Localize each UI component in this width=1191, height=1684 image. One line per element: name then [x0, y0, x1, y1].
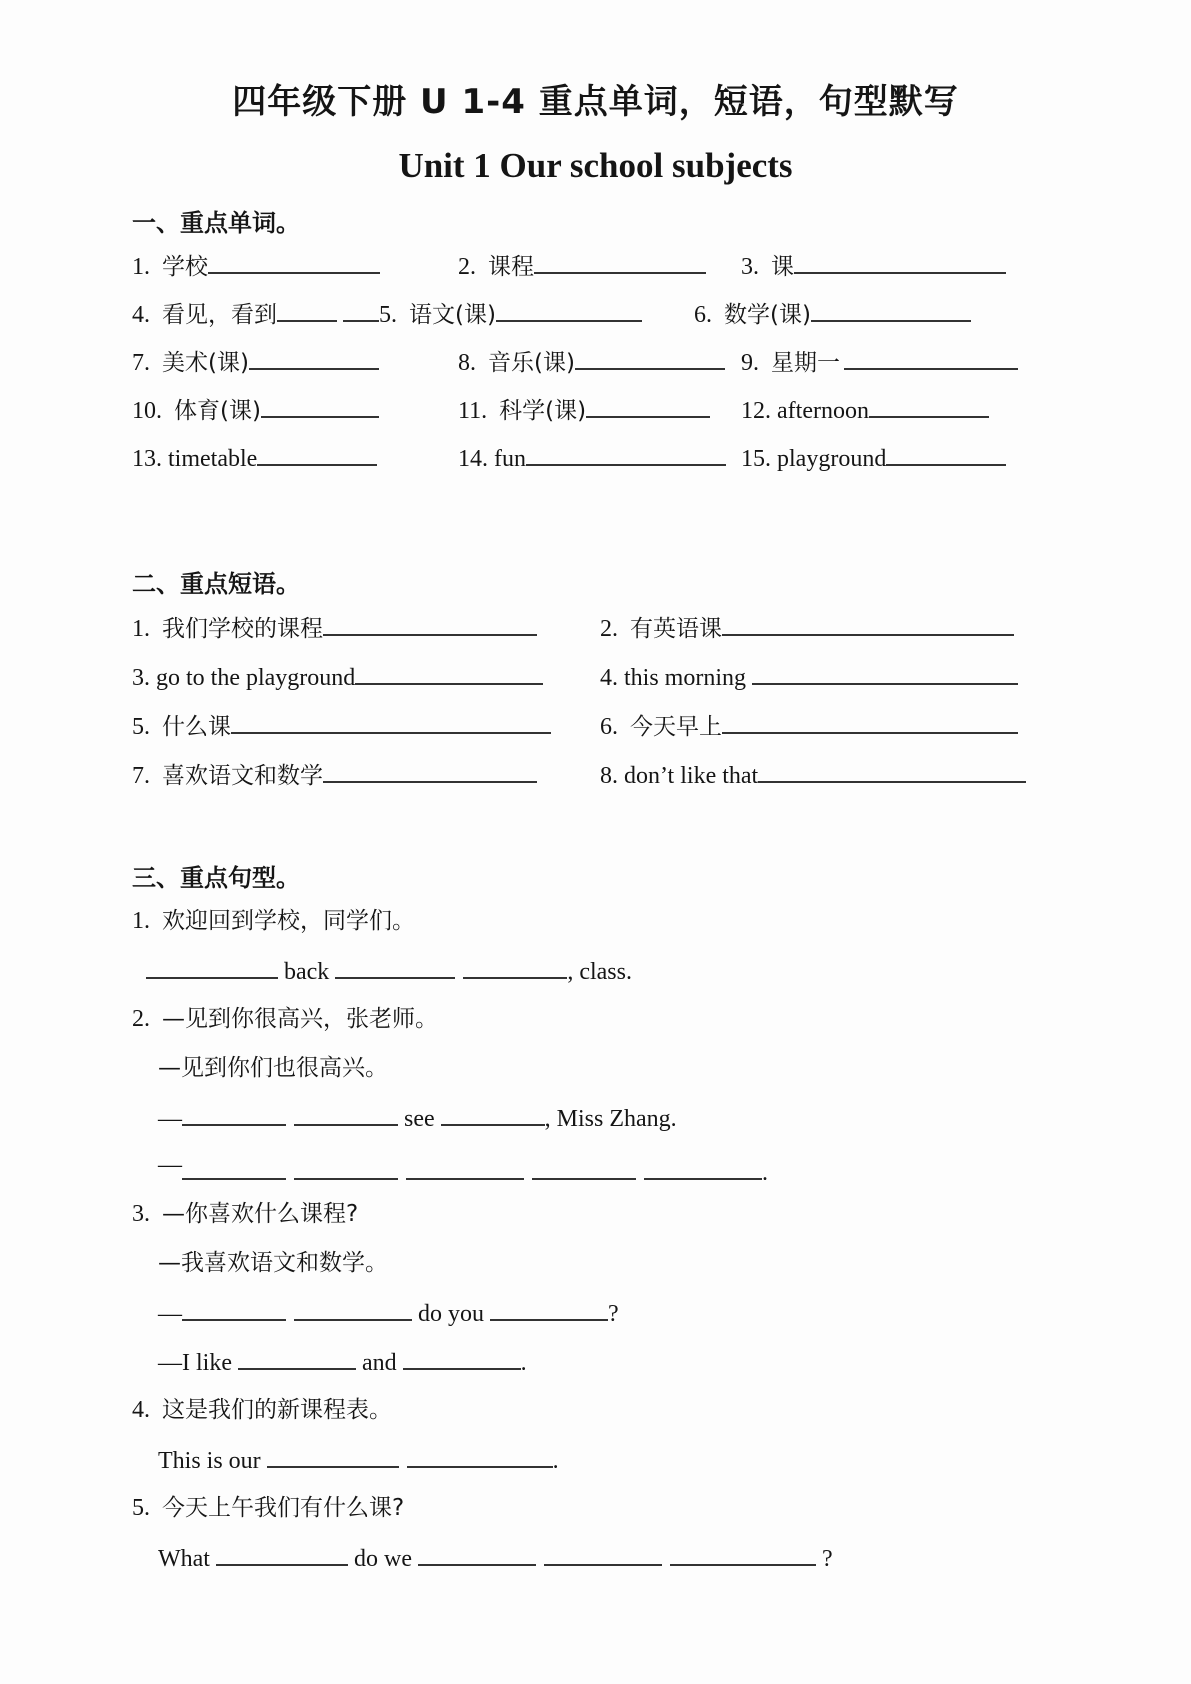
item-prompt: timetable: [168, 446, 258, 472]
word-item-2: [458, 250, 706, 282]
sentence-item-2-line-1: [158, 1102, 677, 1134]
dash: —: [158, 1301, 182, 1327]
item-prompt: 看见，看到: [162, 302, 277, 328]
item-number: 6.: [600, 714, 618, 740]
answer-blank[interactable]: [257, 442, 377, 466]
answer-blank[interactable]: [532, 1156, 636, 1180]
phrase-item-6: [600, 710, 1018, 742]
item-number: 2.: [600, 616, 618, 642]
item-prompt: 课: [771, 254, 794, 280]
dash: —: [158, 1106, 182, 1132]
item-number: 3.: [132, 1201, 150, 1227]
answer-blank[interactable]: [294, 1156, 398, 1180]
word-item-8: [458, 346, 725, 378]
item-prompt: playground: [777, 446, 887, 472]
answer-blank[interactable]: [182, 1102, 286, 1126]
item-prompt: go to the playground: [156, 665, 356, 691]
answer-blank[interactable]: [418, 1542, 536, 1566]
word-item-3: [741, 250, 1006, 282]
answer-blank[interactable]: [441, 1102, 545, 1126]
item-prompt: don’t like that: [624, 763, 759, 789]
item-number: 8.: [458, 350, 476, 376]
item-prompt: 学校: [162, 254, 208, 280]
answer-blank[interactable]: [544, 1542, 662, 1566]
answer-blank[interactable]: [323, 759, 537, 783]
item-number: 1.: [132, 616, 150, 642]
word-item-4: [132, 298, 642, 330]
phrase-item-3: [132, 661, 543, 693]
item-prompt: —我喜欢语文和数学。: [158, 1250, 388, 1276]
answer-blank[interactable]: [238, 1346, 356, 1370]
answer-blank[interactable]: [644, 1156, 762, 1180]
sentence-text: ?: [608, 1301, 619, 1327]
answer-blank[interactable]: [277, 298, 337, 322]
sentence-item-2-line-2: [158, 1150, 768, 1188]
sentence-text: This is our: [158, 1448, 261, 1474]
item-prompt: —见到你们也很高兴。: [158, 1055, 388, 1081]
sentence-text: .: [552, 1448, 559, 1474]
sentence-text: see: [404, 1106, 435, 1132]
item-number: 13.: [132, 446, 162, 472]
answer-blank[interactable]: [496, 298, 642, 322]
answer-blank[interactable]: [182, 1297, 286, 1321]
item-number: 9.: [741, 350, 759, 376]
item-number: 4.: [600, 665, 618, 691]
answer-blank[interactable]: [403, 1346, 521, 1370]
sentence-item-4-line: [158, 1444, 559, 1476]
answer-blank[interactable]: [534, 250, 706, 274]
answer-blank[interactable]: [575, 346, 725, 370]
phrase-item-5: [132, 710, 551, 742]
sentence-item-1-line: [146, 955, 632, 987]
answer-blank[interactable]: [216, 1542, 348, 1566]
phrase-item-4: [600, 661, 1018, 693]
item-number: 15.: [741, 446, 771, 472]
answer-blank[interactable]: [758, 759, 1026, 783]
answer-blank[interactable]: [463, 955, 567, 979]
answer-blank[interactable]: [294, 1102, 398, 1126]
sentence-item-1-prompt: [132, 906, 415, 936]
item-prompt: 课程: [488, 254, 534, 280]
answer-blank[interactable]: [407, 1444, 553, 1468]
section-heading-phrases: 二、重点短语。: [132, 570, 300, 598]
item-prompt: 这是我们的新课程表。: [162, 1397, 392, 1423]
section-heading-sentences: 三、重点句型。: [132, 864, 300, 892]
item-prompt: 欢迎回到学校，同学们。: [162, 908, 415, 934]
answer-blank[interactable]: [267, 1444, 399, 1468]
item-number: 10.: [132, 398, 162, 424]
sentence-item-3-line-2: [158, 1346, 527, 1378]
item-number: 4.: [132, 1397, 150, 1423]
phrase-item-1: [132, 612, 537, 644]
word-item-15: [741, 442, 1006, 474]
item-prompt: 体育(课): [174, 398, 261, 424]
item-prompt: fun: [494, 446, 526, 472]
sentence-text: do we: [353, 1546, 412, 1572]
item-prompt: this morning: [624, 665, 747, 691]
item-number: 1.: [132, 254, 150, 280]
item-number: 2.: [458, 254, 476, 280]
unit-title: Unit 1 Our school subjects: [398, 146, 793, 185]
answer-blank[interactable]: [752, 661, 1018, 685]
item-prompt: 数学(课): [724, 302, 811, 328]
item-prompt: —见到你很高兴，张老师。: [162, 1006, 438, 1032]
sentence-text: and: [361, 1350, 397, 1376]
word-item-11: [458, 394, 710, 426]
answer-blank[interactable]: [182, 1156, 286, 1180]
answer-blank[interactable]: [294, 1297, 412, 1321]
word-item-9: [741, 346, 1018, 378]
sentence-text: , class.: [567, 959, 632, 985]
sentence-text: .: [762, 1160, 768, 1186]
item-prompt: afternoon: [777, 398, 869, 424]
answer-blank[interactable]: [794, 250, 1006, 274]
word-item-7: [132, 346, 379, 378]
answer-blank[interactable]: [343, 298, 379, 322]
item-prompt: 今天早上: [630, 714, 722, 740]
item-number: 2.: [132, 1006, 150, 1032]
answer-blank[interactable]: [526, 442, 726, 466]
item-prompt: 美术(课): [162, 350, 249, 376]
word-item-6: [694, 298, 971, 330]
sentence-item-5-prompt: [132, 1493, 404, 1523]
item-number: 5.: [132, 714, 150, 740]
sentence-text: What: [158, 1546, 210, 1572]
answer-blank[interactable]: [811, 298, 971, 322]
answer-blank[interactable]: [146, 955, 278, 979]
sentence-text: ?: [821, 1546, 833, 1572]
word-item-10: [132, 394, 379, 426]
answer-blank[interactable]: [261, 394, 379, 418]
item-number: 7.: [132, 350, 150, 376]
sentence-text: , Miss Zhang.: [544, 1106, 677, 1132]
answer-blank[interactable]: [406, 1156, 524, 1180]
item-number: 12.: [741, 398, 771, 424]
answer-blank[interactable]: [490, 1297, 608, 1321]
item-prompt: 今天上午我们有什么课?: [162, 1495, 405, 1521]
word-item-14: [458, 442, 726, 474]
item-number: 4.: [132, 302, 150, 328]
sentence-item-4-prompt: [132, 1395, 392, 1425]
sentence-item-5-line: [158, 1542, 833, 1574]
item-prompt: 科学(课): [499, 398, 587, 424]
sentence-item-2-prompt: [132, 1004, 438, 1034]
sentence-text: back: [284, 959, 330, 985]
answer-blank[interactable]: [886, 442, 1006, 466]
item-number: 14.: [458, 446, 488, 472]
item-number: 3.: [132, 665, 150, 691]
answer-blank[interactable]: [722, 710, 1018, 734]
sentence-item-2-prompt2: [158, 1053, 388, 1083]
answer-blank[interactable]: [355, 661, 543, 685]
sentence-text: —I like: [158, 1350, 232, 1376]
word-item-13: [132, 442, 377, 474]
answer-blank[interactable]: [335, 955, 455, 979]
item-number: 11.: [458, 398, 488, 424]
word-item-12: [741, 394, 989, 426]
sentence-item-3-line-1: [158, 1297, 619, 1329]
phrase-item-2: [600, 612, 1014, 644]
answer-blank[interactable]: [869, 394, 989, 418]
item-number: 3.: [741, 254, 759, 280]
page-title: 四年级下册 U 1-4 重点单词，短语，句型默写: [232, 82, 959, 122]
item-prompt: 喜欢语文和数学: [162, 763, 323, 789]
answer-blank[interactable]: [208, 250, 380, 274]
item-prompt: 有英语课: [630, 616, 722, 642]
item-number: 8.: [600, 763, 618, 789]
item-number: 5.: [379, 302, 397, 328]
sentence-text: .: [520, 1350, 527, 1376]
answer-blank[interactable]: [231, 710, 551, 734]
answer-blank[interactable]: [722, 612, 1014, 636]
phrase-item-8: [600, 759, 1026, 791]
dash: —: [158, 1152, 182, 1178]
item-prompt: 音乐(课): [488, 350, 575, 376]
item-number: 6.: [694, 302, 712, 328]
sentence-item-3-prompt2: [158, 1248, 388, 1278]
item-number: 5.: [132, 1495, 150, 1521]
phrase-item-7: [132, 759, 537, 791]
answer-blank[interactable]: [586, 394, 710, 418]
item-prompt: 星期一: [771, 350, 840, 376]
item-prompt: 我们学校的课程: [162, 616, 323, 642]
item-prompt: 什么课: [162, 714, 231, 740]
item-prompt: 语文(课): [409, 302, 496, 328]
answer-blank[interactable]: [670, 1542, 816, 1566]
item-prompt: —你喜欢什么课程?: [162, 1201, 359, 1227]
answer-blank[interactable]: [323, 612, 537, 636]
answer-blank[interactable]: [249, 346, 379, 370]
sentence-item-3-prompt: [132, 1199, 358, 1229]
sentence-text: do you: [418, 1301, 484, 1327]
section-heading-words: 一、重点单词。: [132, 209, 300, 237]
word-item-1: [132, 250, 380, 282]
item-number: 1.: [132, 908, 150, 934]
item-number: 7.: [132, 763, 150, 789]
answer-blank[interactable]: [844, 346, 1018, 370]
